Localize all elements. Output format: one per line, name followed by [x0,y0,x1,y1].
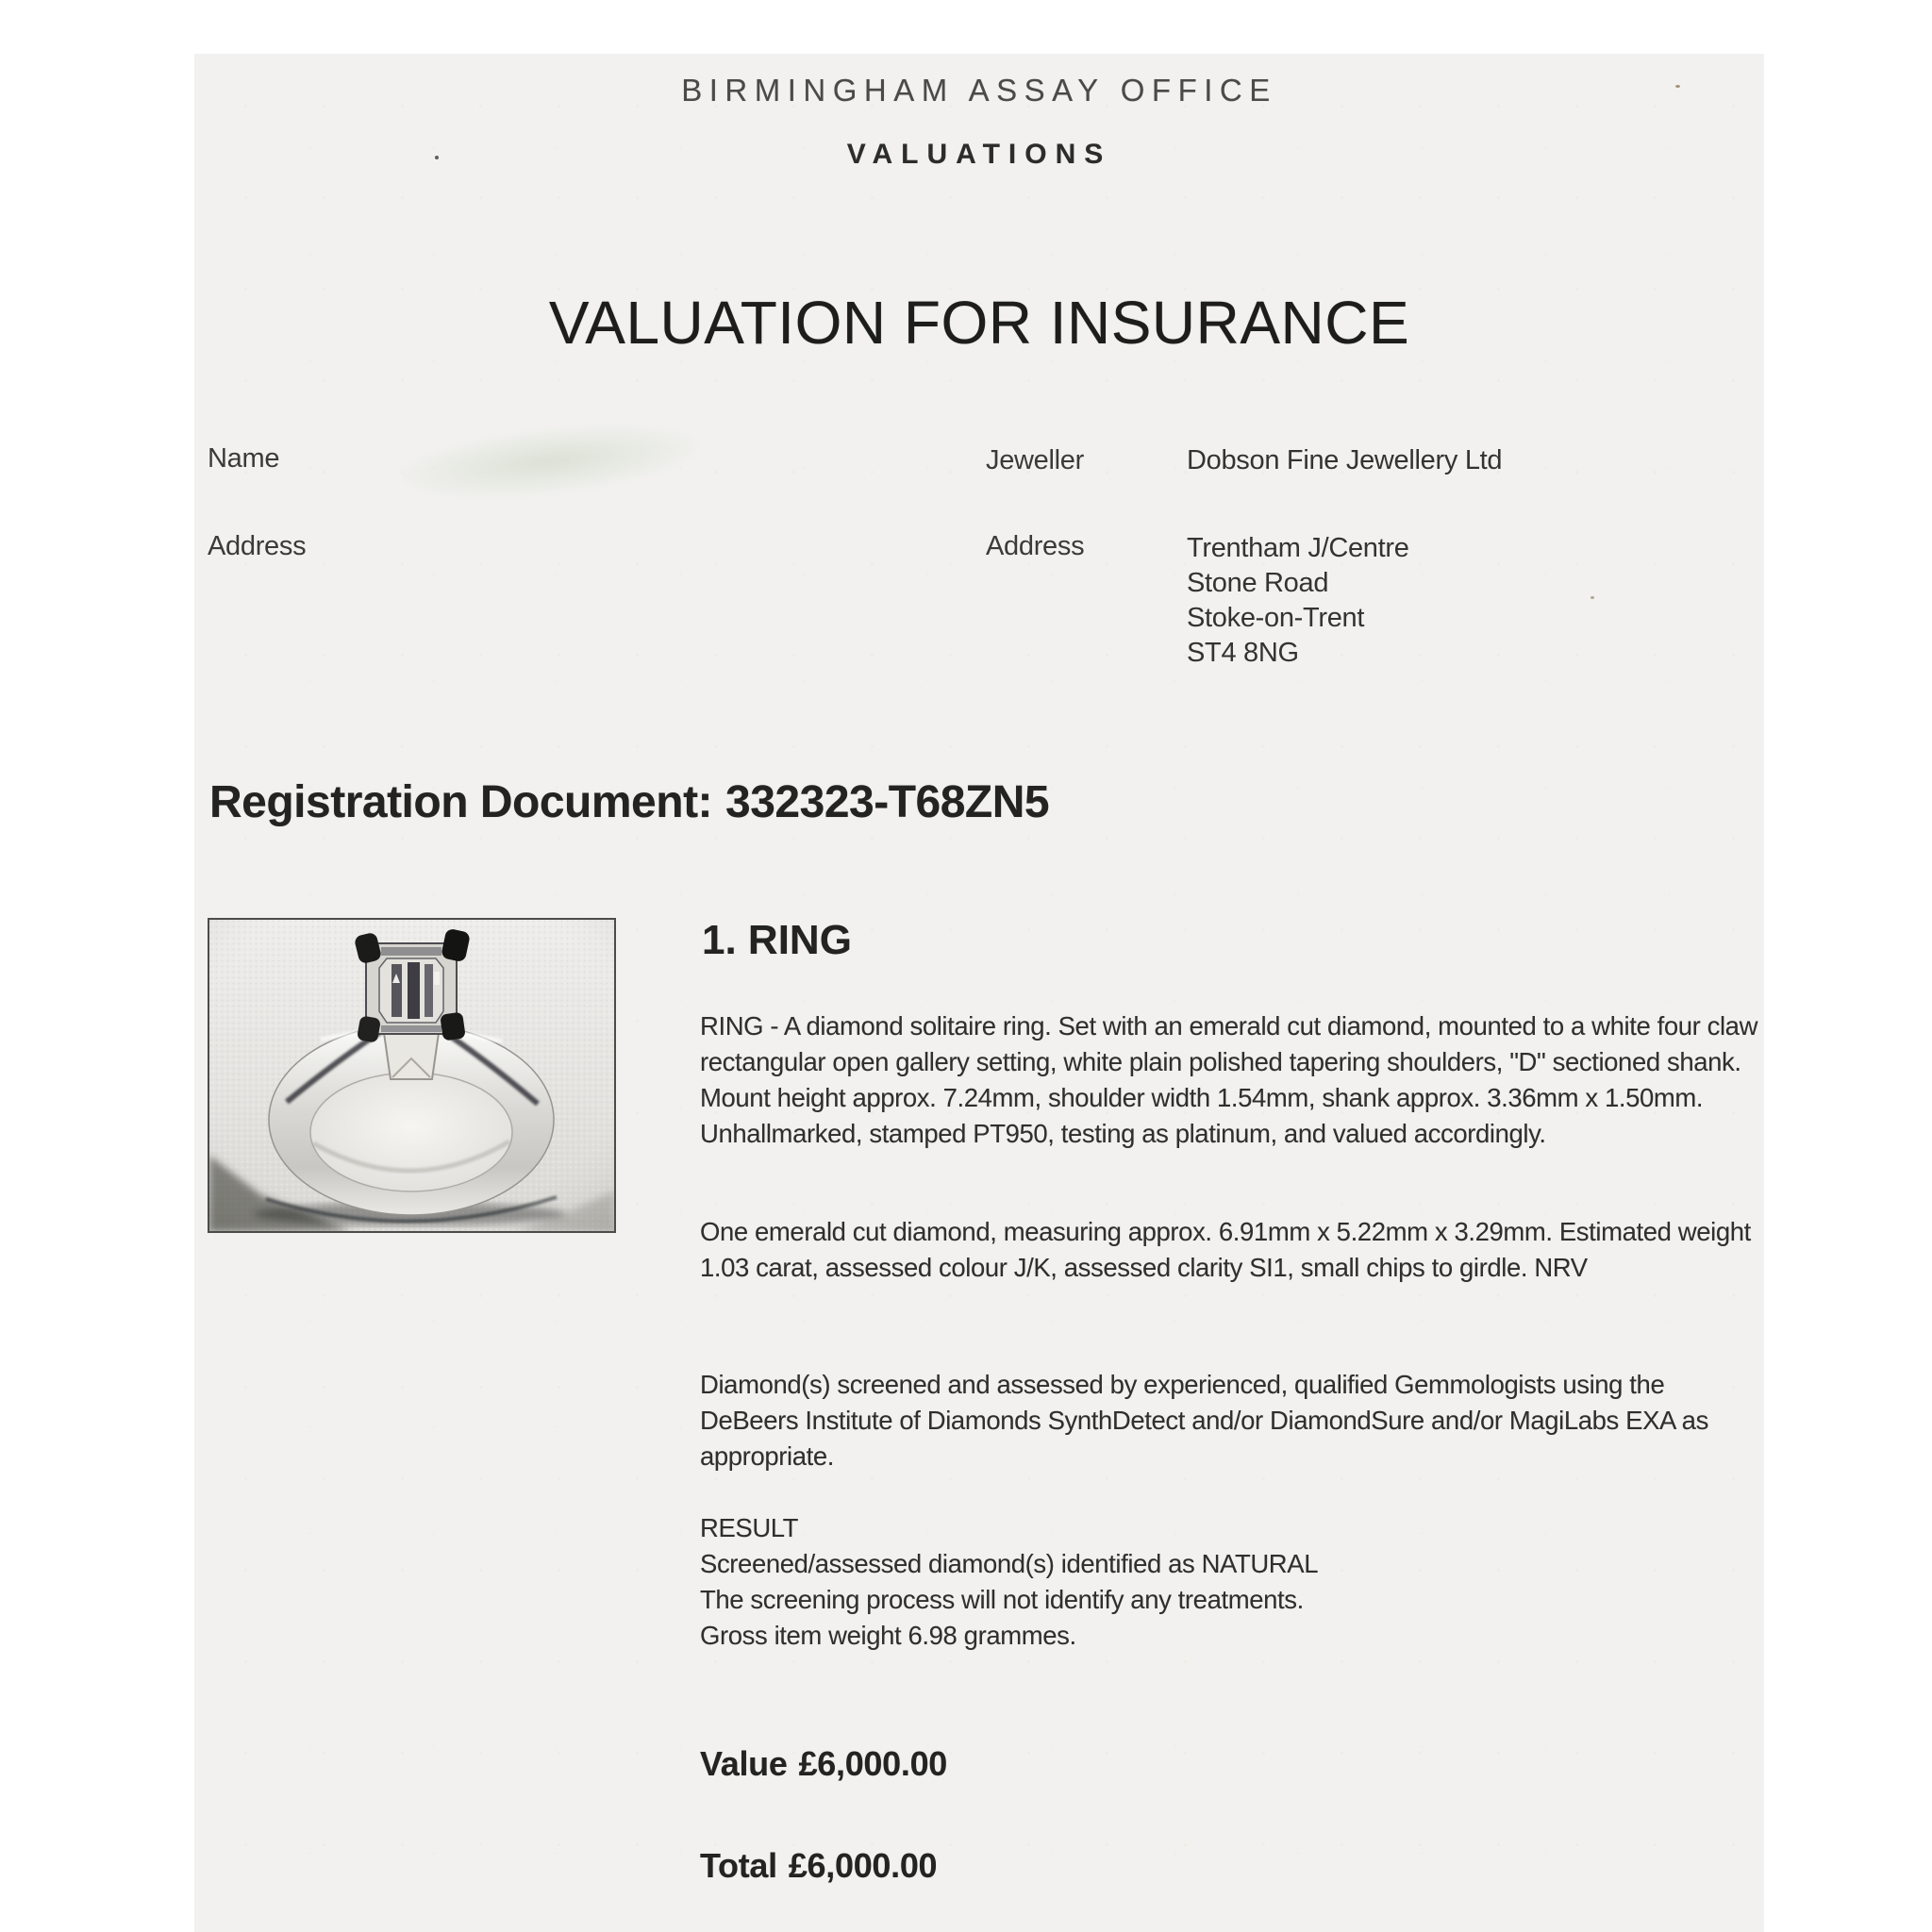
letterhead-office: BIRMINGHAM ASSAY OFFICE [681,73,1277,108]
document-title: VALUATION FOR INSURANCE [548,289,1410,357]
ring-photo [208,918,616,1233]
total-label: Total [700,1846,777,1885]
registration-number: 332323-T68ZN5 [725,777,1050,827]
value-label: Value [700,1744,788,1783]
redacted-name-smudge [397,414,700,509]
scan-speck [1675,85,1680,88]
item-description-paragraph: RING - A diamond solitaire ring. Set with an emerald cut diamond, mounted to a white four claw rectangular open gallery setting, white plain polished tapering shoulders, "D" sectioned shank. Mount height approx. 7.24mm, shoulder width 1.54mm, shank approx. 3.36mm x 1.50mm. Unhallmarked, stamped PT950, testing as platinum, and valued accordingly. [700,1011,1758,1148]
result-line: The screening process will not identify any treatments. [700,1585,1304,1614]
customer-name-label: Name [208,443,280,474]
jeweller-address-line: ST4 8NG [1187,638,1299,668]
result-block [700,1510,1762,1654]
result-line: Gross item weight 6.98 grammes. [700,1621,1076,1650]
letterhead-department: VALUATIONS [846,139,1112,170]
jeweller-name: Dobson Fine Jewellery Ltd [1187,445,1503,475]
result-heading: RESULT [700,1513,799,1542]
diamond-details-paragraph: One emerald cut diamond, measuring approx. 6.91mm x 5.22mm x 3.29mm. Estimated weight 1.03 carat, assessed colour J/K, assessed clarity SI1, small chips to girdle. NRV [700,1217,1751,1282]
total-amount: £6,000.00 [788,1846,938,1885]
registration-label: Registration Document: [209,777,713,827]
customer-address-label: Address [208,531,307,561]
document-page [194,54,1764,1932]
value-line [700,1744,947,1784]
jeweller-address-line: Trentham J/Centre [1187,533,1409,563]
screening-paragraph: Diamond(s) screened and assessed by experienced, qualified Gemmologists using the DeBeers Institute of Diamonds SynthDetect and/or DiamondSure and/or MagiLabs EXA as appropriate. [700,1370,1708,1471]
registration-line [209,776,1049,828]
jeweller-address [1187,531,1409,671]
scan-speck [1591,596,1594,599]
item-heading: 1. RING [702,917,852,963]
jeweller-label: Jeweller [986,445,1084,475]
value-amount: £6,000.00 [798,1744,948,1783]
scan-speck [435,156,439,159]
jeweller-address-line: Stoke-on-Trent [1187,603,1365,633]
result-line: Screened/assessed diamond(s) identified as NATURAL [700,1549,1319,1578]
total-line [700,1846,937,1886]
ring-photo-illustration [209,920,614,1231]
jeweller-address-label: Address [986,531,1085,561]
jeweller-address-line: Stone Road [1187,568,1329,598]
